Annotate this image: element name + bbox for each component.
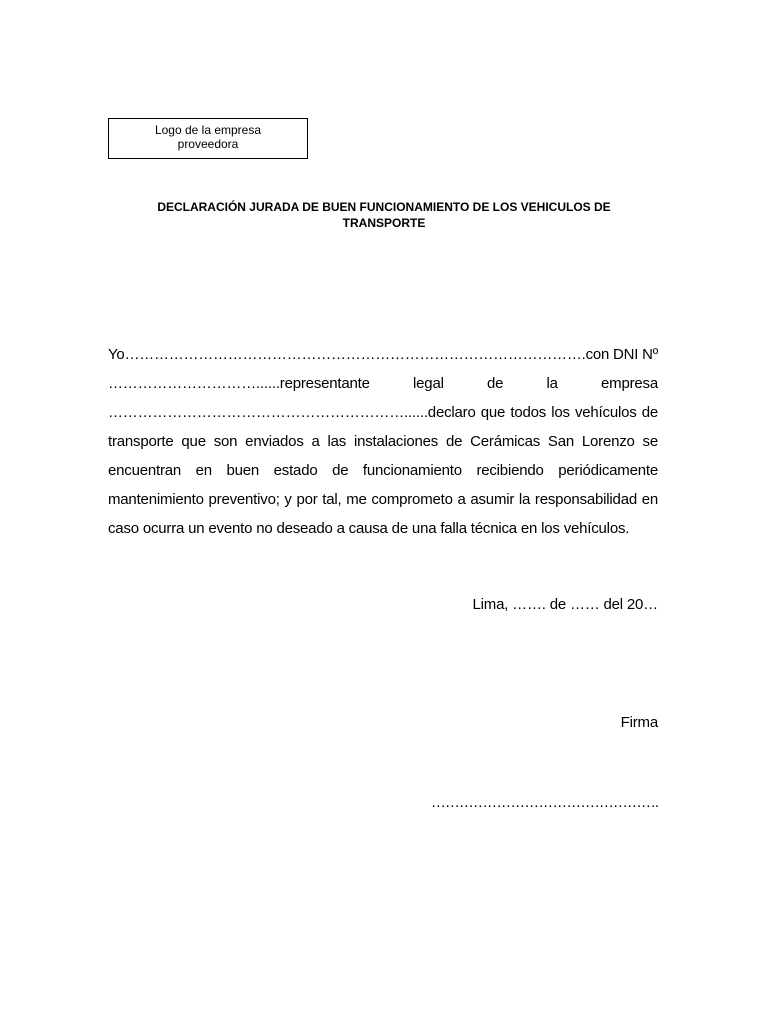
company-logo-placeholder — [108, 118, 308, 159]
logo-text-line2: proveedora — [177, 137, 239, 151]
document-title — [120, 199, 648, 231]
logo-text-line1: Logo de la empresa — [154, 123, 262, 137]
declaration-line: caso ocurra un evento no deseado a causa de una falla técnica en los vehículos. — [108, 520, 630, 537]
declaration-line: Yo………………………………………………………………………………….con DNI Nº — [108, 346, 659, 363]
signature-label: Firma — [620, 714, 658, 731]
document-title-line2: TRANSPORTE — [342, 216, 426, 230]
date-line: Lima, ……. de …… del 20… — [472, 596, 658, 613]
declaration-line: mantenimiento preventivo; y por tal, me comprometo a asumir la responsabilidad en — [108, 491, 658, 508]
declaration-body — [108, 340, 658, 543]
declaration-line: transporte que son enviados a las instalaciones de Cerámicas San Lorenzo se — [108, 433, 658, 450]
declaration-line: ……………………………………………………......declaro que todos los vehículos de — [108, 404, 658, 421]
signature-line: …………………………………………. — [430, 794, 658, 811]
declaration-line: encuentran en buen estado de funcionamiento recibiendo periódicamente — [108, 462, 658, 479]
declaration-line: …………………………......representante legal de la empresa — [108, 375, 658, 392]
document-title-line1: DECLARACIÓN JURADA DE BUEN FUNCIONAMIENTO DE LOS VEHICULOS DE — [157, 200, 611, 214]
